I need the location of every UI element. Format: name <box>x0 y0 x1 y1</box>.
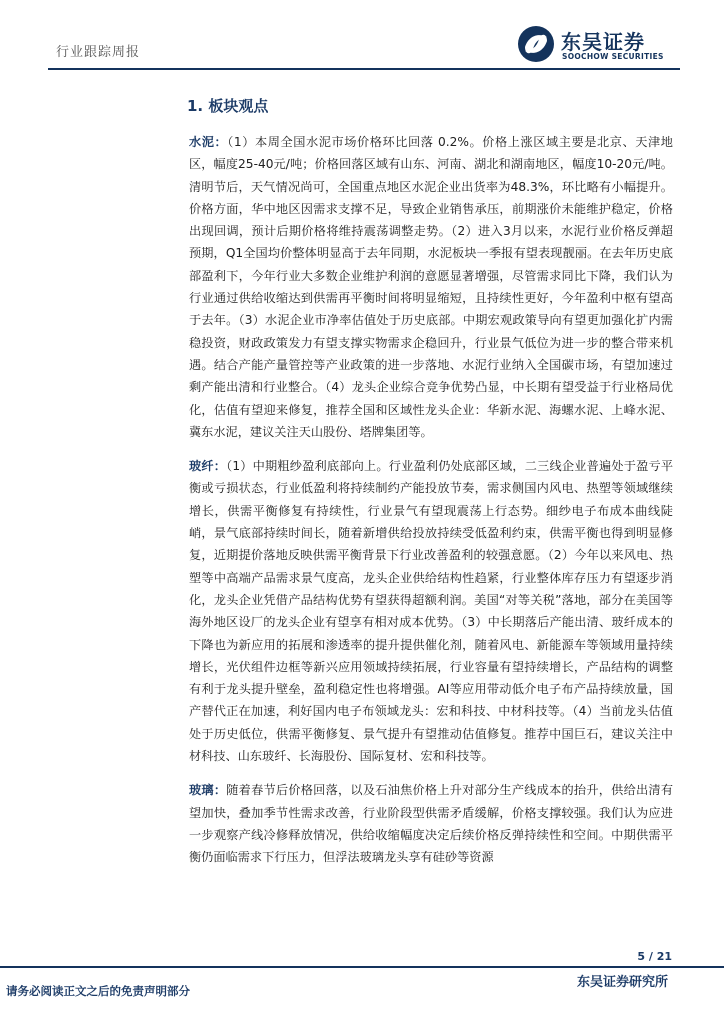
header-divider <box>48 68 680 70</box>
paragraph-lead: 水泥： <box>189 135 228 149</box>
report-body <box>189 131 673 881</box>
company-logo <box>517 25 677 65</box>
report-type-label: 行业跟踪周报 <box>56 45 141 60</box>
paragraph-text: （1）中期粗纱盈利底部向上。行业盈利仍处底部区域，二三线企业普遍处于盈亏平衡或亏损状态，行业低盈利将持续制约产能投放节奏，需求侧国内风电、热塑等领域继续增长，供需平衡修复有持续性，行业景气有望现震荡上行态势。细纱电子布成本曲线陡峭，景气底部持续时间长，随着新增供给投放持续受低盈利约束，供需平衡也得到明显修复，近期提价落地反映供需平衡背景下行业改善盈利的较强意愿。（2）今年以来风电、热塑等中高端产品需求景气度高，龙头企业供给结构性趋紧，行业整体库存压力有望逐步消化，龙头企业凭借产品结构优势有望获得超额利润。美国“对等关税”落地，部分在美国等海外地区设厂的龙头企业有望享有相对成本优势。（3）中长期落后产能出清、玻纤成本的下降也为新应用的拓展和渗透率的提升提供催化剂，随着风电、新能源车等领域用量持续增长，光伏组件边框等新兴应用领域持续拓展，行业容量有望持续增长，产品结构的调整有利于龙头提升壁垒，盈利稳定性也将增强。AI等应用带动低介电子布产品持续放量，国产替代正在加速，利好国内电子布领域龙头：宏和科技、中材科技等。（4）当前龙头估值处于历史低位，供需平衡修复、景气提升有望推动估值修复。推荐中国巨石，建议关注中材科技、山东玻纤、长海股份、国际复材、宏和科技等。 <box>189 459 674 764</box>
paragraph-glass <box>189 779 673 868</box>
paragraph-text: （1）本周全国水泥市场价格环比回落 0.2%。价格上涨区域主要是北京、天津地区，幅度25-40元/吨；价格回落区域有山东、河南、湖北和湖南地区，幅度10-20元/吨。清明节后，天气情况尚可，全国重点地区水泥企业出货率为48.3%，环比略有小幅提升。价格方面，华中地区因需求支撑不足，导致企业销售承压，前期涨价未能维护稳定，价格出现回调，预计后期价格将维持震荡调整走势。（2）进入3月以来，水泥行业价格反弹超预期，Q1全国均价整体明显高于去年同期，水泥板块一季报有望表现靓丽。在去年历史底部盈利下，今年行业大多数企业维护利润的意愿显著增强，尽管需求同比下降，我们认为行业通过供给收缩达到供需再平衡时间将明显缩短，且持续性更好，今年盈利中枢有望高于去年。（3）水泥企业市净率估值处于历史底部。中期宏观政策导向有望更加强化扩内需稳投资，财政政策发力有望支撑实物需求企稳回升，行业景气低位为进一步的整合带来机遇。结合产能产量管控等产业政策的进一步落地、水泥行业纳入全国碳市场，有望加速过剩产能出清和行业整合。（4）龙头企业综合竞争优势凸显，中长期有望受益于行业格局优化，估值有望迎来修复，推荐全国和区域性龙头企业：华新水泥、海螺水泥、上峰水泥、冀东水泥，建议关注天山股份、塔牌集团等。 <box>189 135 673 439</box>
paragraph-text: 随着春节后价格回落，以及石油焦价格上升对部分生产线成本的抬升，供给出清有望加快，叠加季节性需求改善，行业阶段型供需矛盾缓解，价格支撑较强。我们认为应进一步观察产线冷修释放情况，供给收缩幅度决定后续价格反弹持续性和空间。中期供需平衡仍面临需求下行压力，但浮法玻璃龙头享有硅砂等资源 <box>189 783 674 865</box>
footer-divider <box>0 966 724 968</box>
paragraph-fiberglass <box>189 455 673 767</box>
institute-name: 东吴证券研究所 <box>576 975 668 990</box>
paragraph-lead: 玻纤： <box>189 459 227 474</box>
logo-english-name: SOOCHOW SECURITIES <box>562 52 664 61</box>
logo-chinese-name: 东吴证券 <box>561 30 645 54</box>
section-title: 1. 板块观点 <box>187 97 269 115</box>
disclaimer-notice: 请务必阅读正文之后的免责声明部分 <box>6 984 190 998</box>
paragraph-cement <box>189 131 673 443</box>
page-number: 5 / 21 <box>637 950 672 963</box>
paragraph-lead: 玻璃： <box>189 783 227 798</box>
soochow-logo-icon <box>517 25 555 63</box>
